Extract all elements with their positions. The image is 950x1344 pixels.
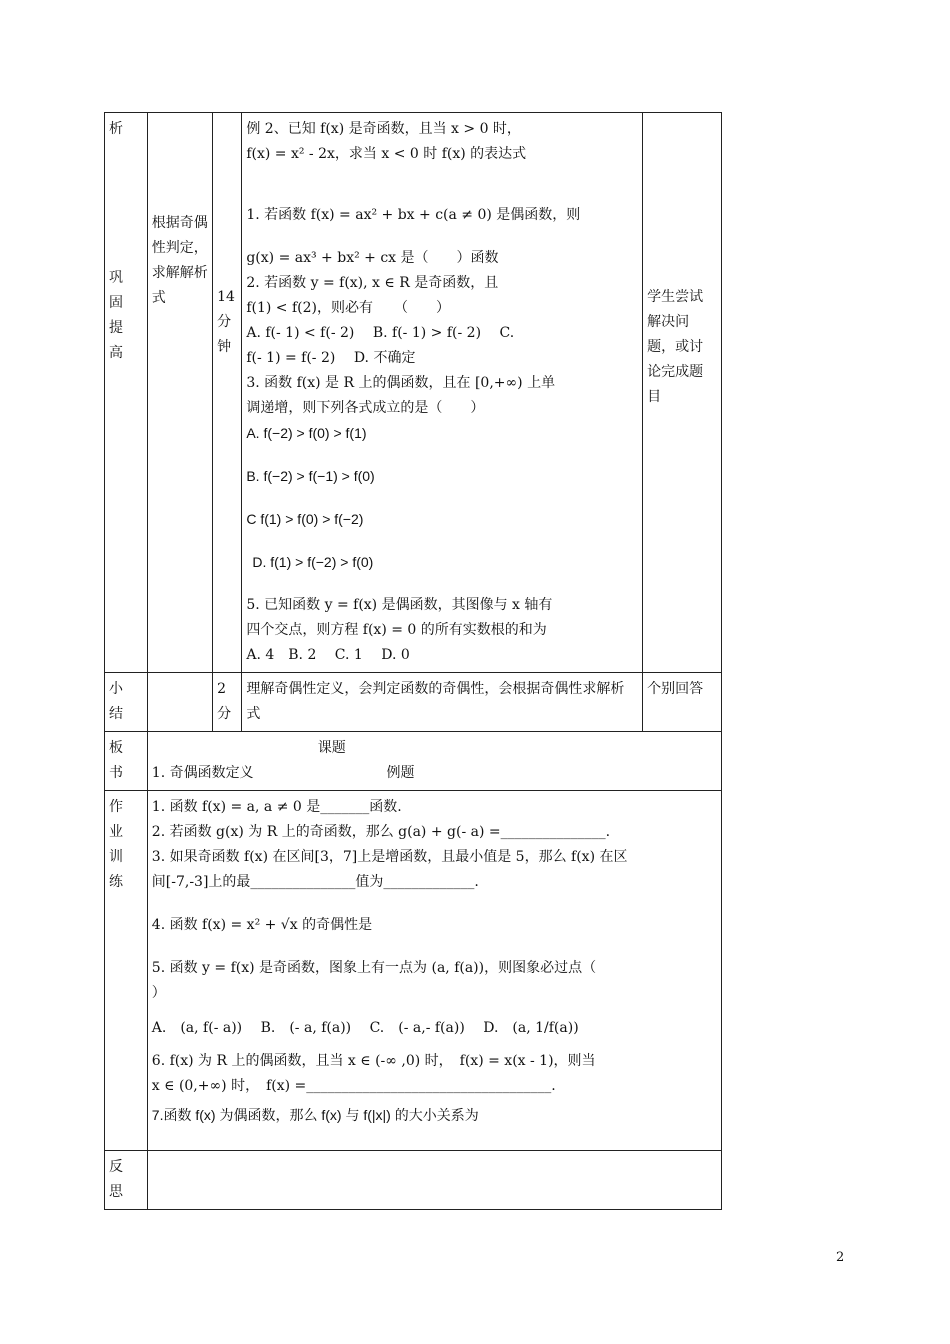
spacer [152, 1128, 717, 1146]
homework-item: 4. 函数 f(x) = x² + √x 的奇偶性是 [151, 917, 373, 933]
spacer [246, 167, 638, 203]
cell-time [213, 113, 242, 673]
cell-goal [147, 113, 212, 673]
cell-activity [643, 673, 722, 732]
spacer [246, 446, 638, 464]
row-consolidate [105, 113, 722, 673]
cell-content [242, 673, 643, 732]
cell-stage-label [105, 791, 148, 1151]
option-b: B. f(−2) > f(−1) > f(0) [246, 468, 375, 484]
label-char: 小 [109, 681, 123, 697]
homework-item: 2. 若函数 g(x) 为 R 上的奇函数，那么 g(a) + g(- a) =_______________. [151, 824, 611, 840]
homework-options: A. (a, f(- a)) B. (- a, f(a)) C. (- a,- f(a)) D. (a, 1/f(a)) [151, 1020, 579, 1036]
lesson-plan-table [104, 112, 722, 1210]
cell-reflect-content [147, 1151, 721, 1210]
time-unit: 钟 [217, 339, 232, 355]
homework-item: 3. 如果奇函数 f(x) 在区间[3，7]上是增函数，且最小值是 5，那么 f(x) 在区 [151, 849, 628, 865]
example-line: 例 2、已知 f(x) 是奇函数，且当 x > 0 时， [246, 121, 521, 137]
label-analysis: 析 [109, 121, 123, 137]
spacer [647, 117, 717, 285]
homework-item: 间[-7,-3]上的最_______________值为_____________. [151, 874, 479, 890]
label-char: 业 [109, 824, 123, 840]
label-char: 训 [109, 849, 123, 865]
label-char: 固 [109, 295, 123, 311]
activity-text: 个别回答 [647, 681, 704, 697]
homework-item: 7.函数 f(x) 为偶函数，那么 f(x) 与 f(|x|) 的大小关系为 [151, 1107, 479, 1123]
option-a: A. f(- 1) < f(- 2) [246, 325, 355, 341]
goal-text: 根据奇偶性判定，求解解析式 [151, 215, 208, 306]
time-unit: 分 [217, 706, 232, 722]
spacer [217, 117, 237, 285]
label-char: 板 [109, 740, 123, 756]
spacer [152, 1041, 717, 1049]
time-unit: 分 [217, 314, 232, 330]
option-d: D. f(1) > f(−2) > f(0) [252, 554, 374, 570]
cell-goal [147, 673, 212, 732]
cell-stage-label [105, 732, 148, 791]
board-left: 1. 奇偶函数定义 [151, 765, 254, 781]
label-char: 巩 [109, 270, 123, 286]
row-board [105, 732, 722, 791]
homework-item: 5. 函数 y = f(x) 是奇函数，图象上有一点为 (a, f(a))，则图象必过点（ [151, 960, 597, 976]
board-title: 课题 [317, 740, 346, 756]
spacer [246, 228, 638, 246]
question-5: 5. 已知函数 y = f(x) 是偶函数，其图像与 x 轴有 [246, 597, 553, 613]
option-c: f(- 1) = f(- 2) [246, 350, 336, 366]
cell-activity [643, 113, 722, 673]
label-char: 结 [109, 706, 123, 722]
question-3: 调递增，则下列各式成立的是（ ） [246, 400, 485, 416]
spacer [109, 142, 143, 266]
cell-stage-label [105, 113, 148, 673]
option-c-label: C. [499, 325, 515, 341]
row-homework [105, 791, 722, 1151]
label-char: 高 [109, 345, 123, 361]
cell-board-content [147, 732, 721, 791]
label-char: 提 [109, 320, 123, 336]
spacer [246, 489, 638, 507]
label-char: 思 [109, 1184, 123, 1200]
time-value: 14 [217, 289, 235, 305]
question-1: g(x) = ax³ + bx² + cx 是（ ）函数 [246, 250, 499, 266]
question-3: 3. 函数 f(x) 是 R 上的偶函数，且在 [0,+∞) 上单 [246, 375, 556, 391]
cell-homework-content [147, 791, 721, 1151]
summary-text: 理解奇偶性定义，会判定函数的奇偶性，会根据奇偶性求解析式 [246, 681, 625, 722]
activity-text: 学生尝试解决问题，或讨论完成题目 [647, 289, 704, 405]
board-line [152, 761, 717, 786]
question-2: f(1) < f(2)，则必有 （ ） [246, 300, 450, 316]
cell-content [242, 113, 643, 673]
option-b: B. f(- 1) > f(- 2) [372, 325, 482, 341]
homework-item: ） [151, 985, 166, 1001]
cell-time [213, 673, 242, 732]
spacer [246, 532, 638, 550]
question-2: 2. 若函数 y = f(x), x ∈ R 是奇函数，且 [246, 275, 499, 291]
label-char: 练 [109, 874, 123, 890]
question-5-options: A. 4 B. 2 C. 1 D. 0 [246, 647, 410, 663]
homework-item: x ∈ (0,+∞) 时， f(x) =___________________________________. [151, 1078, 556, 1094]
option-a: A. f(−2) > f(0) > f(1) [246, 425, 367, 441]
cell-stage-label [105, 1151, 148, 1210]
spacer [152, 1006, 717, 1016]
example-line: f(x) = x² - 2x，求当 x < 0 时 f(x) 的表达式 [246, 146, 527, 162]
label-char: 书 [109, 765, 123, 781]
cell-stage-label [105, 673, 148, 732]
spacer [152, 938, 717, 956]
row-reflect [105, 1151, 722, 1210]
question-5: 四个交点，则方程 f(x) = 0 的所有实数根的和为 [246, 622, 547, 638]
homework-item: 6. f(x) 为 R 上的偶函数，且当 x ∈ (-∞ ,0) 时， f(x) = x(x - 1)，则当 [151, 1053, 596, 1069]
board-right: 例题 [386, 765, 415, 781]
row-summary [105, 673, 722, 732]
time-value: 2 [217, 681, 226, 697]
homework-item: 1. 函数 f(x) = a, a ≠ 0 是_______函数. [151, 799, 402, 815]
question-2-options [246, 321, 638, 346]
label-char: 作 [109, 799, 123, 815]
question-2-options [246, 346, 638, 371]
option-c: C f(1) > f(0) > f(−2) [246, 511, 364, 527]
page-number: 2 [836, 1250, 845, 1265]
question-1: 1. 若函数 f(x) = ax² + bx + c(a ≠ 0) 是偶函数，则 [246, 207, 581, 223]
option-d: D. 不确定 [353, 350, 416, 366]
spacer [152, 117, 208, 211]
label-char: 反 [109, 1159, 123, 1175]
spacer [246, 575, 638, 593]
spacer [152, 895, 717, 913]
